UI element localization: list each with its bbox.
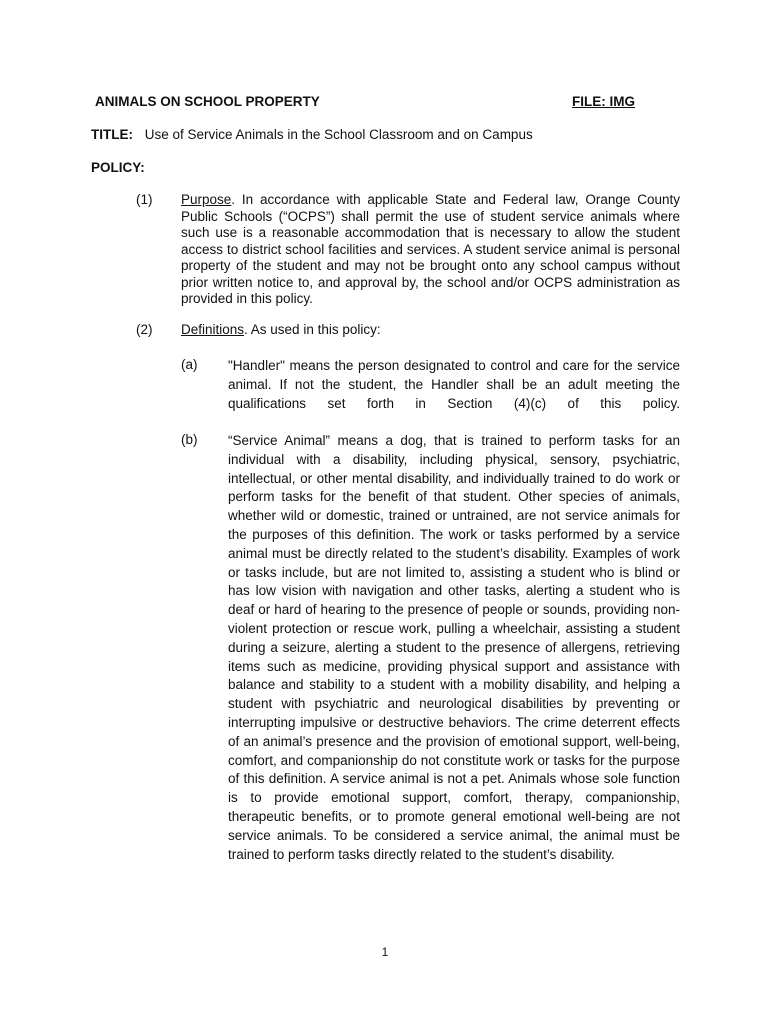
section-purpose [181, 192, 680, 308]
section-text: . As used in this policy: [244, 322, 381, 337]
file-code: FILE: IMG [572, 94, 635, 109]
definition-handler: "Handler" means the person designated to control and care for the service animal. If not the student, the Handler shall be an adult meeting the qualifications set forth in Section (4)(c) of this policy. [228, 358, 680, 411]
definition-service-animal: “Service Animal” means a dog, that is trained to perform tasks for an individual with a disability, including physical, sensory, psychiatric, intellectual, or other mental disability, and individually trained to do work or perform tasks for the benefit of that student. Other species of animals, whether wild or domestic, trained or untrained, are not service animals for the purposes of this definition. The work or tasks performed by a service animal must be directly related to the student’s disability. Examples of work or tasks include, but are not limited to, assisting a student who is blind or has low vision with navigation and other tasks, alerting a student who is deaf or hard of hearing to the presence of people or sounds, providing non-violent protection or rescue work, pulling a wheelchair, assisting a student during a seizure, alerting a student to the presence of allergens, retrieving items such as medicine, providing physical support and assistance with balance and stability to a student with a mobility disability, and helping a student with psychiatric and neurological disabilities by preventing or interrupting impulsive or destructive behaviors. The crime deterrent effects of an animal’s presence and the provision of emotional support, well-being, comfort, and companionship do not constitute work or tasks for the purpose of this definition. A service animal is not a pet. Animals whose sole function is to provide emotional support, comfort, therapy, companionship, therapeutic benefits, or to promote general emotional well-being are not service animals. To be considered a service animal, the animal must be trained to perform tasks directly related to the student’s disability. [228, 433, 680, 862]
title-label: TITLE: [91, 127, 133, 142]
policy-label: POLICY: [91, 160, 145, 175]
document-header-title: ANIMALS ON SCHOOL PROPERTY [95, 94, 320, 109]
section-heading: Definitions [181, 322, 245, 337]
page-number: 1 [381, 945, 389, 959]
definition-number: (b) [181, 432, 198, 447]
policy-title [91, 127, 533, 142]
section-definitions [181, 322, 680, 339]
section-number: (2) [136, 322, 153, 337]
section-text: . In accordance with applicable State and Federal law, Orange County Public Schools (“OCPS”) shall permit the use of student service animals where such use is a reasonable accommodation that is necessary to allow the student access to district school facilities and services. A student service animal is personal property of the student and may not be brought onto any school campus without prior written notice to, and approval by, the school and/or OCPS administration as provided in this policy. [181, 192, 680, 306]
title-text: Use of Service Animals in the School Classroom and on Campus [144, 127, 533, 142]
section-heading: Purpose [181, 192, 232, 207]
section-number: (1) [136, 192, 153, 207]
definition-number: (a) [181, 357, 198, 372]
